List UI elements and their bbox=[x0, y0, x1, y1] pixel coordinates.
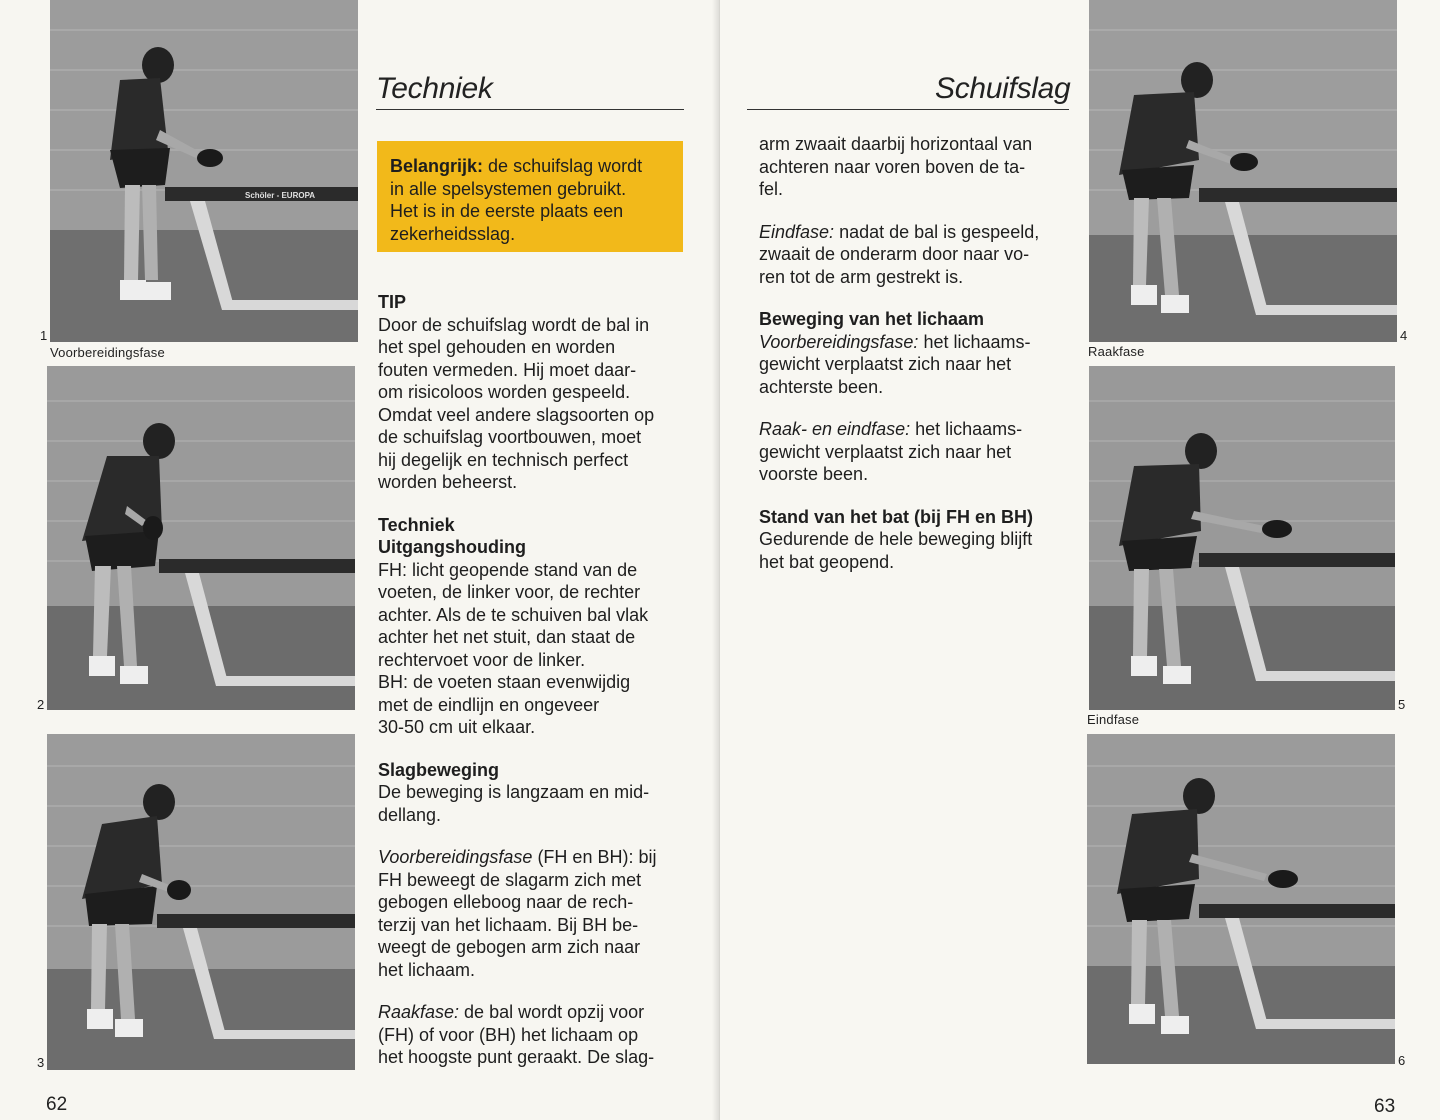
stroke-heading: Slagbeweging bbox=[378, 759, 500, 780]
photo-number-1: 1 bbox=[40, 328, 48, 343]
body-contact-term: Raak- en eindfase: bbox=[759, 419, 911, 439]
body-prep-first-line: het lichaams- bbox=[918, 331, 1031, 352]
notice-line: de schuifslag wordt bbox=[488, 156, 643, 176]
prep-term: Voorbereidingsfase bbox=[378, 847, 533, 867]
right-page bbox=[720, 0, 1440, 1120]
notice-text bbox=[390, 155, 680, 245]
tip-line: Door de schuifslag wordt de bal in bbox=[378, 314, 650, 335]
right-text-column bbox=[759, 133, 1079, 573]
notice-line: in alle spelsystemen gebruikt. bbox=[390, 178, 627, 199]
technique-line: achter. Als de te schuiven bal vlak bbox=[378, 604, 649, 625]
tip-line: het spel gehouden en worden bbox=[378, 337, 616, 357]
prep-line: FH beweegt de slagarm zich met bbox=[378, 869, 642, 890]
page-number-left: 62 bbox=[46, 1094, 68, 1115]
body-contact-line: voorste been. bbox=[759, 464, 869, 484]
contact-line: (FH) of voor (BH) het lichaam op bbox=[378, 1024, 639, 1045]
bat-position-line: Gedurende de hele beweging blijft bbox=[759, 529, 1033, 549]
technique-line: BH: de voeten staan evenwijdig bbox=[378, 672, 631, 692]
photo-number-4: 4 bbox=[1400, 328, 1408, 343]
technique-line: FH: licht geopende stand van de bbox=[378, 559, 638, 580]
player-photo-illustration bbox=[47, 366, 355, 710]
photo-2 bbox=[47, 366, 355, 710]
player-photo-illustration bbox=[1089, 0, 1397, 342]
title-rule-right bbox=[747, 109, 1069, 110]
contact-first-line: de bal wordt opzij voor bbox=[459, 1002, 645, 1022]
table-brand: Schöler - EUROPA bbox=[245, 191, 316, 200]
photo-number-5: 5 bbox=[1398, 697, 1406, 712]
chapter-title-left: Techniek bbox=[376, 72, 493, 105]
stroke-line: De beweging is langzaam en mid- bbox=[378, 782, 650, 802]
player-photo-illustration bbox=[1087, 734, 1395, 1064]
technique-line: met de eindlijn en ongeveer bbox=[378, 694, 600, 715]
end-phase-line: zwaait de onderarm door naar vo- bbox=[759, 244, 1030, 264]
prep-line: terzij van het lichaam. Bij BH be- bbox=[378, 914, 639, 935]
notice-line: Het is in de eerste plaats een bbox=[390, 201, 624, 221]
tip-line: om risicoloos worden gespeeld. bbox=[378, 382, 631, 402]
page-number-right: 63 bbox=[1374, 1096, 1396, 1117]
technique-line: voeten, de linker voor, de rechter bbox=[378, 582, 641, 602]
photo-1 bbox=[50, 0, 358, 342]
tip-line: hij degelijk en technisch perfect bbox=[378, 449, 629, 470]
prep-line: gebogen elleboog naar de rech- bbox=[378, 892, 634, 912]
bat-position-heading: Stand van het bat (bij FH en BH) bbox=[759, 506, 1034, 527]
continued-line: fel. bbox=[759, 179, 784, 199]
notice-line: zekerheidsslag. bbox=[390, 223, 516, 244]
player-photo-illustration bbox=[50, 0, 358, 342]
contact-term: Raakfase: bbox=[378, 1002, 460, 1022]
body-prep-term: Voorbereidingsfase: bbox=[759, 331, 919, 352]
tip-line: Omdat veel andere slagsoorten op bbox=[378, 404, 655, 425]
photo-4 bbox=[1089, 0, 1397, 342]
photo-6 bbox=[1087, 734, 1395, 1064]
photo-3 bbox=[47, 734, 355, 1070]
photo-caption-5: Eindfase bbox=[1087, 712, 1140, 727]
photo-5 bbox=[1089, 366, 1395, 710]
player-photo-illustration bbox=[1089, 366, 1395, 710]
continued-line: achteren naar voren boven de ta- bbox=[759, 156, 1026, 177]
bat-position-line: het bat geopend. bbox=[759, 551, 895, 572]
title-rule-left bbox=[376, 109, 684, 110]
player-photo-illustration bbox=[47, 734, 355, 1070]
body-contact-line: gewicht verplaatst zich naar het bbox=[759, 441, 1012, 462]
photo-number-6: 6 bbox=[1398, 1053, 1406, 1068]
continued-line: arm zwaait daarbij horizontaal van bbox=[759, 134, 1033, 154]
end-phase-line: ren tot de arm gestrekt is. bbox=[759, 266, 964, 287]
tip-line: worden beheerst. bbox=[378, 472, 518, 492]
body-contact-first-line: het lichaams- bbox=[910, 419, 1023, 439]
tip-heading: TIP bbox=[378, 292, 407, 312]
contact-line: het hoogste punt geraakt. De slag- bbox=[378, 1047, 655, 1067]
tip-line: fouten vermeden. Hij moet daar- bbox=[378, 359, 637, 380]
technique-line: achter het net stuit, dan staat de bbox=[378, 627, 636, 647]
tip-line: de schuifslag voortbouwen, moet bbox=[378, 427, 642, 447]
end-phase-term: Eindfase: bbox=[759, 221, 835, 242]
prep-line: het lichaam. bbox=[378, 959, 476, 980]
body-movement-heading: Beweging van het lichaam bbox=[759, 309, 985, 329]
technique-line: rechtervoet voor de linker. bbox=[378, 649, 586, 670]
technique-heading: Techniek bbox=[378, 514, 455, 535]
body-prep-line: achterste been. bbox=[759, 376, 884, 397]
prep-line: weegt de gebogen arm zich naar bbox=[378, 937, 641, 957]
body-prep-line: gewicht verplaatst zich naar het bbox=[759, 354, 1012, 374]
photo-caption-4: Raakfase bbox=[1088, 344, 1145, 359]
left-text-column bbox=[378, 291, 698, 1069]
prep-first-line: (FH en BH): bij bbox=[532, 847, 657, 867]
important-notice-box bbox=[377, 141, 683, 252]
stroke-line: dellang. bbox=[378, 804, 442, 825]
technique-subheading: Uitgangshouding bbox=[378, 537, 526, 557]
photo-number-3: 3 bbox=[37, 1055, 45, 1070]
photo-number-2: 2 bbox=[37, 697, 45, 712]
technique-line: 30-50 cm uit elkaar. bbox=[378, 717, 536, 737]
photo-caption-1: Voorbereidingsfase bbox=[50, 345, 165, 360]
chapter-title-right: Schuifslag bbox=[935, 72, 1071, 105]
end-phase-first-line: nadat de bal is gespeeld, bbox=[834, 221, 1040, 242]
notice-label: Belangrijk: bbox=[390, 156, 484, 176]
